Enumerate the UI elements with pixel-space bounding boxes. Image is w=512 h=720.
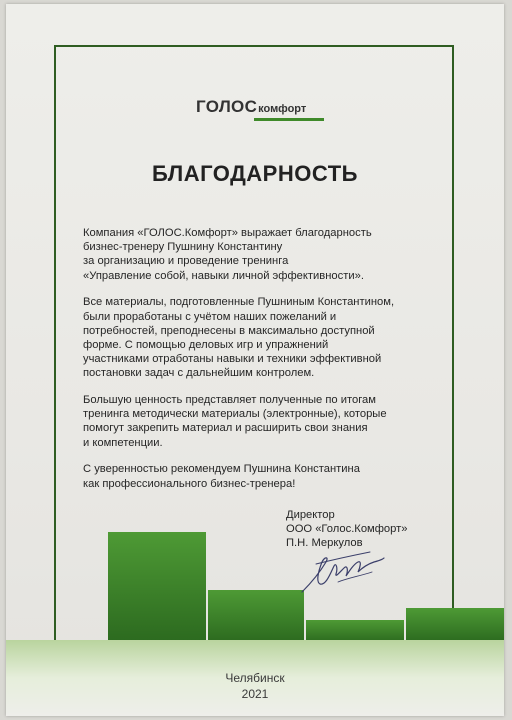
text-line: как профессионального бизнес-тренера!	[83, 477, 296, 490]
bar-1	[108, 532, 206, 642]
signatory-company: ООО «Голос.Комфорт»	[286, 523, 408, 536]
company-logo	[196, 97, 306, 117]
bar-2	[208, 590, 304, 642]
text-line: «Управление собой, навыки личной эффективности».	[83, 269, 364, 282]
logo-sub-text: комфорт	[258, 103, 307, 115]
text-line: форме. С помощью деловых игр и упражнений	[83, 338, 329, 351]
text-line: постановки задач с дальнейшим контролем.	[83, 367, 315, 380]
logo-main-text: ГОЛОС	[196, 97, 258, 116]
bar-4	[406, 608, 504, 642]
text-line: и компетенции.	[83, 436, 163, 449]
text-line: участниками отработаны навыки и техники эффективной	[83, 353, 382, 366]
document-footer	[6, 670, 504, 702]
text-line: Компания «ГОЛОС.Комфорт» выражает благодарность	[83, 227, 372, 239]
text-line: за организацию и проведение тренинга	[83, 255, 289, 268]
signatory-name: П.Н. Меркулов	[286, 537, 363, 550]
paragraph-1	[83, 226, 463, 283]
letter-body	[83, 226, 463, 503]
handwritten-signature	[298, 542, 388, 598]
text-line: тренинга методически материалы (электронные), которые	[83, 408, 387, 421]
bar-3	[306, 620, 404, 642]
text-line: С уверенностью рекомендуем Пушнина Константина	[83, 463, 360, 476]
certificate-sheet	[6, 4, 504, 716]
paragraph-4	[83, 462, 463, 490]
footer-city: Челябинск	[225, 671, 285, 685]
paragraph-2	[83, 295, 463, 380]
logo-accent-bar	[254, 118, 324, 121]
paragraph-3	[83, 393, 463, 450]
document-title: БЛАГОДАРНОСТЬ	[152, 161, 358, 186]
text-line: были проработаны с учётом наших пожеланий и	[83, 310, 337, 323]
text-line: потребностей, преподнесены в максимально доступной	[83, 324, 375, 337]
text-line: Все материалы, подготовленные Пушниным Константином,	[83, 296, 395, 309]
signatory-position: Директор	[286, 509, 335, 521]
text-line: бизнес-тренеру Пушнину Константину	[83, 241, 283, 254]
footer-year: 2021	[241, 687, 269, 701]
text-line: помогут закрепить материал и расширить свои знания	[83, 422, 368, 435]
text-line: Большую ценность представляет полученные по итогам	[83, 394, 376, 407]
